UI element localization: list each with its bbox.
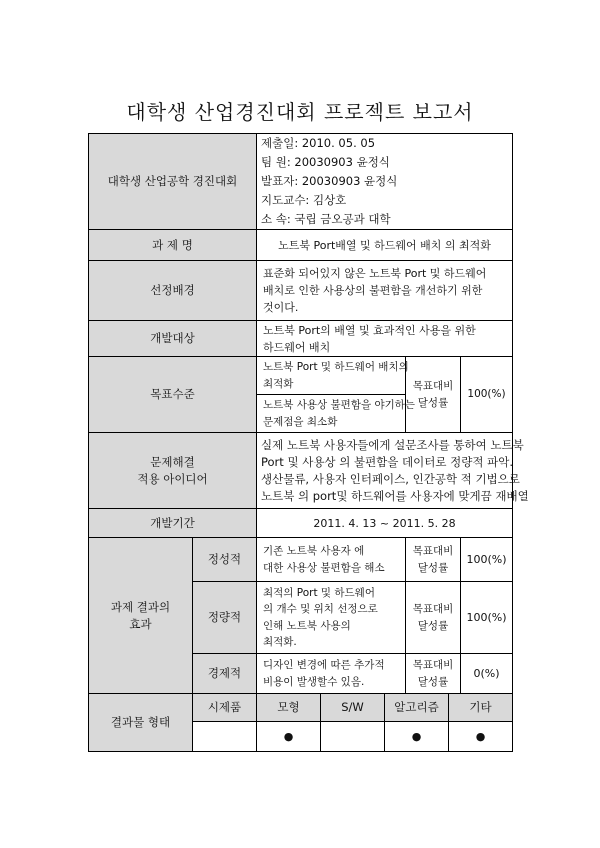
advisor: 지도교수: 김상호 — [261, 193, 347, 207]
result-mark-other: ● — [449, 722, 513, 752]
background-cell — [257, 261, 513, 321]
team-member: 팀 원: 20030903 윤정식 — [261, 155, 390, 169]
task-value: 노트북 Port배열 및 하드웨어 배치 의 최적화 — [257, 230, 513, 261]
ratio-label-line: 목표대비 — [412, 380, 454, 392]
idea-line: 실제 노트북 사용자들에게 설문조사를 통하여 노트북 — [261, 437, 524, 452]
goal-item-line: 최적화 — [263, 377, 294, 390]
result-label: 결과물 형태 — [89, 694, 193, 752]
effect-type: 경제적 — [193, 654, 257, 694]
background-line: 표준화 되어있지 않은 노트북 Port 및 하드웨어 — [263, 267, 487, 280]
result-mark-prototype — [193, 722, 257, 752]
effects-label-line: 과제 결과의 — [110, 599, 171, 614]
result-mark-software — [321, 722, 385, 752]
result-header-other: 기타 — [449, 694, 513, 722]
goal-ratio-value — [461, 357, 513, 433]
org-name-cell — [89, 134, 257, 230]
effect-desc — [257, 654, 406, 694]
goal-item-line: 노트북 Port 및 하드웨어 배치의 — [263, 361, 409, 373]
background-line: 배치로 인한 사용상의 불편함을 개선하기 위한 — [263, 284, 483, 297]
background-label: 선정배경 — [89, 261, 257, 321]
effect-line: 최적화. — [263, 636, 297, 648]
idea-label — [89, 433, 257, 509]
report-title: 대학생 산업경진대회 프로젝트 보고서 — [126, 100, 474, 124]
ratio-label-line: 목표대비 — [412, 545, 454, 557]
presenter: 발표자: 20030903 윤정식 — [261, 174, 398, 188]
idea-line: Port 및 사용상 의 불편함을 데이터로 정량적 파악. — [261, 454, 514, 469]
report-table — [88, 133, 529, 694]
effect-type: 정성적 — [193, 538, 257, 582]
effect-desc — [257, 538, 406, 582]
effect-line: 비용이 발생할수 있음. — [263, 675, 365, 688]
idea-line: 노트북 의 port및 하드웨어를 사용자에 맞게끔 재배열 — [261, 488, 529, 503]
target-cell — [257, 321, 513, 357]
effect-line: 기존 노트북 사용자 에 — [263, 545, 365, 557]
ratio-label-line: 달성률 — [417, 675, 449, 688]
effect-ratio-label — [406, 654, 461, 694]
effect-desc — [257, 582, 406, 654]
effects-label — [89, 538, 193, 694]
ratio-label-line: 달성률 — [417, 561, 449, 574]
idea-label-line: 적용 아이디어 — [137, 471, 208, 486]
idea-label-line: 문제해결 — [150, 454, 195, 469]
idea-line: 생산물류, 사용자 인터페이스, 인간공학 적 기법으로 — [261, 471, 520, 486]
goal-item-line: 노트북 사용상 불편함을 야기하는 — [263, 399, 416, 411]
result-header-software: S/W — [321, 694, 385, 722]
goal-item — [257, 357, 409, 395]
ratio-value: 100(%) — [467, 388, 506, 401]
effect-ratio-value: 100(%) — [461, 582, 513, 654]
goal-label: 목표수준 — [89, 357, 257, 433]
result-header-algorithm: 알고리즘 — [385, 694, 449, 722]
effect-line: 대한 사용상 불편함을 해소 — [263, 561, 385, 574]
period-label: 개발기간 — [89, 509, 257, 538]
goal-item-line: 문제점을 최소화 — [263, 415, 338, 428]
idea-cell — [257, 433, 529, 509]
result-header-prototype: 시제품 — [193, 694, 257, 722]
target-line: 하드웨어 배치 — [263, 340, 331, 354]
effect-line: 인해 노트북 사용의 — [263, 619, 351, 632]
result-table — [88, 693, 513, 752]
goal-ratio-label — [406, 357, 461, 433]
effect-line: 디자인 변경에 따른 추가적 — [263, 659, 385, 671]
affiliation: 소 속: 국립 금오공과 대학 — [261, 212, 391, 226]
effect-line: 최적의 Port 및 하드웨어 — [263, 586, 375, 599]
target-label: 개발대상 — [89, 321, 257, 357]
effects-label-line: 효과 — [129, 616, 152, 631]
target-line: 노트북 Port의 배열 및 효과적인 사용을 위한 — [263, 323, 476, 337]
effect-ratio-label — [406, 538, 461, 582]
goal-item — [257, 395, 416, 433]
ratio-label-line: 목표대비 — [412, 603, 454, 615]
ratio-label-line: 목표대비 — [412, 659, 454, 671]
result-mark-algorithm: ● — [385, 722, 449, 752]
result-mark-model: ● — [257, 722, 321, 752]
background-line: 것이다. — [263, 301, 299, 314]
period-value: 2011. 4. 13 ~ 2011. 5. 28 — [257, 509, 513, 538]
ratio-label-line: 달성률 — [417, 619, 449, 632]
ratio-label-line: 달성률 — [417, 396, 449, 409]
info-cell — [257, 134, 513, 230]
effect-line: 의 개수 및 위치 선정으로 — [263, 603, 378, 615]
effect-ratio-value: 0(%) — [461, 654, 513, 694]
effect-type: 정량적 — [193, 582, 257, 654]
effect-ratio-label — [406, 582, 461, 654]
result-header-model: 모형 — [257, 694, 321, 722]
org-name: 대학생 산업공학 경진대회 — [107, 174, 238, 188]
effect-ratio-value: 100(%) — [461, 538, 513, 582]
task-label: 과 제 명 — [89, 230, 257, 261]
submit-date: 제출일: 2010. 05. 05 — [261, 136, 376, 150]
